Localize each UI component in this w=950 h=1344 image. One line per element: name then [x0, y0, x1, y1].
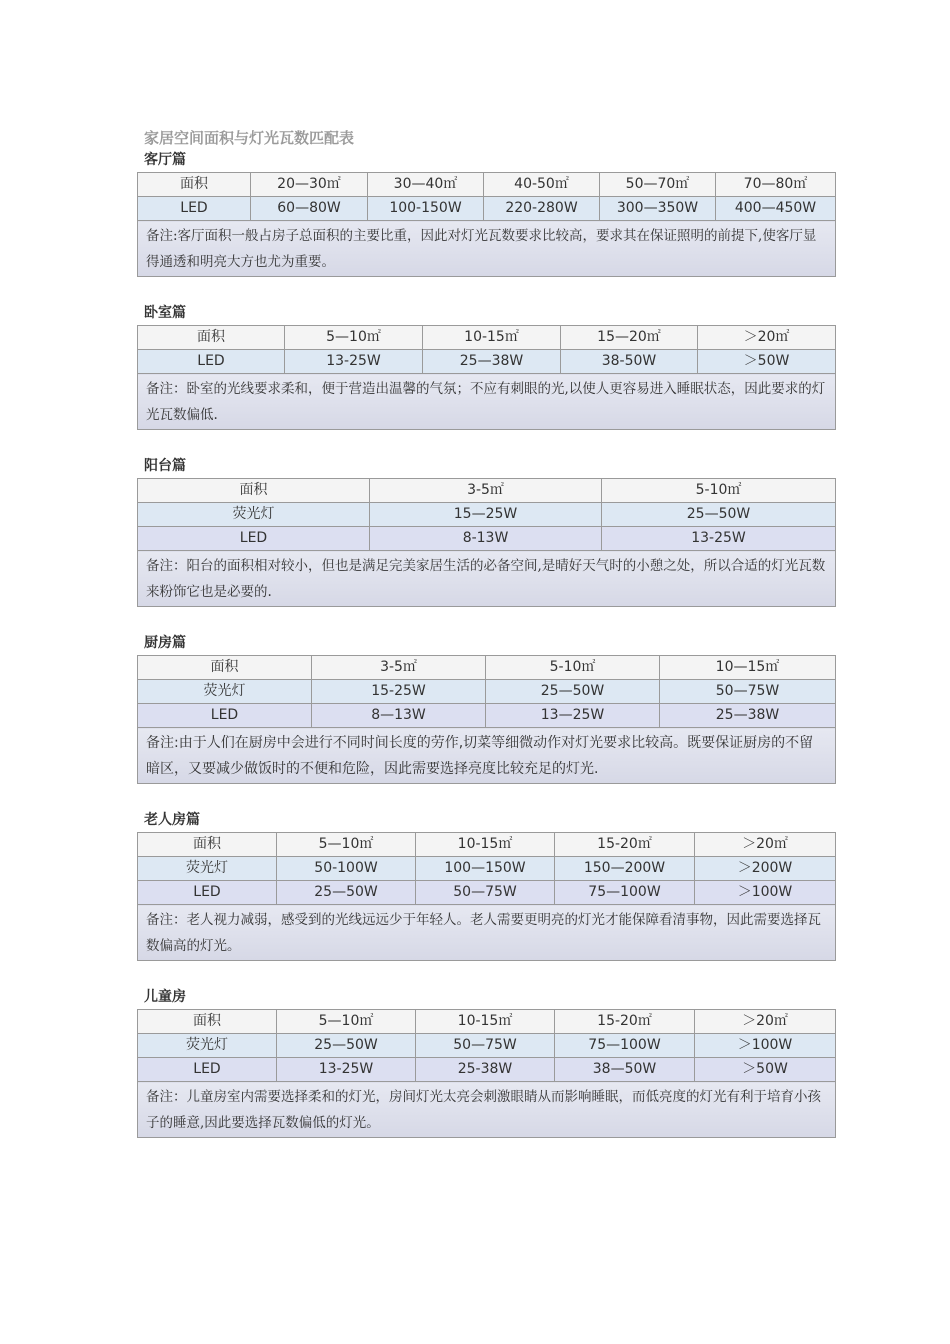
header-cell: 3-5㎡	[370, 479, 602, 503]
wattage-table	[137, 1009, 836, 1138]
note-row	[138, 1082, 836, 1138]
header-cell: ＞20㎡	[698, 326, 836, 350]
header-row	[138, 833, 836, 857]
table-cell: 13-25W	[602, 527, 836, 551]
note-text: 备注：卧室的光线要求柔和，便于营造出温馨的气氛；不应有刺眼的光,以使人更容易进入睡眠状态，因此要求的灯光瓦数偏低.	[138, 374, 836, 430]
table-cell: ＞50W	[698, 350, 836, 374]
section-title: 客厅篇	[144, 152, 186, 168]
header-row	[138, 1010, 836, 1034]
wattage-table	[137, 325, 836, 430]
section-elderly-room	[137, 810, 835, 961]
header-cell: 面积	[138, 326, 285, 350]
header-cell: 15—20㎡	[561, 326, 698, 350]
table-cell: 75—100W	[555, 1034, 695, 1058]
header-cell: 3-5㎡	[312, 656, 486, 680]
section-title: 卧室篇	[144, 305, 186, 321]
header-cell: ＞20㎡	[695, 833, 836, 857]
wattage-table	[137, 172, 836, 277]
table-cell: LED	[138, 527, 370, 551]
header-row	[138, 173, 836, 197]
table-cell: 25—38W	[660, 704, 836, 728]
header-cell: 5-10㎡	[486, 656, 660, 680]
section-living-room	[137, 150, 835, 277]
table-cell: 50—75W	[416, 1034, 555, 1058]
table-cell: ＞100W	[695, 1034, 836, 1058]
wattage-table	[137, 655, 836, 784]
header-cell: 10-15㎡	[416, 1010, 555, 1034]
section-title: 阳台篇	[144, 458, 186, 474]
table-row	[138, 503, 836, 527]
table-cell: ＞200W	[695, 857, 836, 881]
header-cell: 30—40㎡	[368, 173, 484, 197]
table-cell: 8—13W	[312, 704, 486, 728]
table-cell: 150—200W	[555, 857, 695, 881]
header-cell: 5—10㎡	[277, 1010, 416, 1034]
table-cell: 100—150W	[416, 857, 555, 881]
header-cell: 10-15㎡	[416, 833, 555, 857]
table-cell: 15-25W	[312, 680, 486, 704]
header-cell: 10-15㎡	[423, 326, 561, 350]
header-cell: 70—80㎡	[716, 173, 836, 197]
wattage-table	[137, 832, 836, 961]
section-bedroom	[137, 303, 835, 430]
table-cell: 15—25W	[370, 503, 602, 527]
table-cell: 8-13W	[370, 527, 602, 551]
note-row	[138, 728, 836, 784]
header-cell: 50—70㎡	[600, 173, 716, 197]
header-cell: 10—15㎡	[660, 656, 836, 680]
table-cell: 400—450W	[716, 197, 836, 221]
section-children-room	[137, 987, 835, 1138]
table-cell: 220-280W	[484, 197, 600, 221]
table-cell: 25—50W	[602, 503, 836, 527]
section-title: 儿童房	[144, 989, 186, 1005]
table-row	[138, 1034, 836, 1058]
table-cell: 25—50W	[486, 680, 660, 704]
table-cell: ＞50W	[695, 1058, 836, 1082]
table-cell: 13—25W	[486, 704, 660, 728]
table-cell: LED	[138, 881, 277, 905]
table-cell: 300—350W	[600, 197, 716, 221]
table-row	[138, 350, 836, 374]
table-row	[138, 881, 836, 905]
section-balcony	[137, 456, 835, 607]
header-cell: 5-10㎡	[602, 479, 836, 503]
table-cell: 13-25W	[285, 350, 423, 374]
table-row	[138, 1058, 836, 1082]
header-row	[138, 479, 836, 503]
header-row	[138, 656, 836, 680]
header-cell: 15-20㎡	[555, 833, 695, 857]
section-kitchen	[137, 633, 835, 784]
table-cell: 荧光灯	[138, 1034, 277, 1058]
table-cell: 25—38W	[423, 350, 561, 374]
table-cell: 50—75W	[660, 680, 836, 704]
note-row	[138, 221, 836, 277]
table-cell: ＞100W	[695, 881, 836, 905]
table-cell: 100-150W	[368, 197, 484, 221]
table-cell: 25—50W	[277, 881, 416, 905]
table-cell: 荧光灯	[138, 857, 277, 881]
table-cell: 25—50W	[277, 1034, 416, 1058]
table-cell: 38-50W	[561, 350, 698, 374]
header-cell: 15-20㎡	[555, 1010, 695, 1034]
wattage-table	[137, 478, 836, 607]
header-cell: 5—10㎡	[285, 326, 423, 350]
table-cell: 13-25W	[277, 1058, 416, 1082]
table-cell: 25-38W	[416, 1058, 555, 1082]
table-cell: 50—75W	[416, 881, 555, 905]
table-cell: LED	[138, 197, 251, 221]
table-row	[138, 527, 836, 551]
header-cell: 面积	[138, 479, 370, 503]
table-cell: LED	[138, 1058, 277, 1082]
header-row	[138, 326, 836, 350]
header-cell: ＞20㎡	[695, 1010, 836, 1034]
note-text: 备注:由于人们在厨房中会进行不同时间长度的劳作,切菜等细微动作对灯光要求比较高。既要保证厨房的不留暗区，又要减少做饭时的不便和危险，因此需要选择亮度比较充足的灯光.	[138, 728, 836, 784]
note-text: 备注:客厅面积一般占房子总面积的主要比重，因此对灯光瓦数要求比较高，要求其在保证照明的前提下,使客厅显得通透和明亮大方也尤为重要。	[138, 221, 836, 277]
section-title: 老人房篇	[144, 812, 200, 828]
table-cell: 50-100W	[277, 857, 416, 881]
section-title: 厨房篇	[144, 635, 186, 651]
table-cell: 荧光灯	[138, 503, 370, 527]
document	[137, 126, 835, 1138]
table-row	[138, 857, 836, 881]
note-row	[138, 905, 836, 961]
header-cell: 面积	[138, 1010, 277, 1034]
note-row	[138, 374, 836, 430]
header-cell: 40-50㎡	[484, 173, 600, 197]
header-cell: 5—10㎡	[277, 833, 416, 857]
note-text: 备注：老人视力减弱，感受到的光线远远少于年轻人。老人需要更明亮的灯光才能保障看清事物，因此需要选择瓦数偏高的灯光。	[138, 905, 836, 961]
note-row	[138, 551, 836, 607]
table-cell: 38—50W	[555, 1058, 695, 1082]
table-row	[138, 680, 836, 704]
table-cell: 60—80W	[251, 197, 368, 221]
note-text: 备注：儿童房室内需要选择柔和的灯光，房间灯光太亮会刺激眼睛从而影响睡眠，而低亮度的灯光有利于培育小孩子的睡意,因此要选择瓦数偏低的灯光。	[138, 1082, 836, 1138]
header-cell: 面积	[138, 173, 251, 197]
table-cell: LED	[138, 704, 312, 728]
header-cell: 面积	[138, 656, 312, 680]
table-cell: 75—100W	[555, 881, 695, 905]
table-cell: LED	[138, 350, 285, 374]
table-cell: 荧光灯	[138, 680, 312, 704]
table-row	[138, 704, 836, 728]
header-cell: 20—30㎡	[251, 173, 368, 197]
document-title: 家居空间面积与灯光瓦数匹配表	[144, 129, 355, 147]
header-cell: 面积	[138, 833, 277, 857]
table-row	[138, 197, 836, 221]
note-text: 备注：阳台的面积相对较小，但也是满足完美家居生活的必备空间,是晴好天气时的小憩之处，所以合适的灯光瓦数来粉饰它也是必要的.	[138, 551, 836, 607]
